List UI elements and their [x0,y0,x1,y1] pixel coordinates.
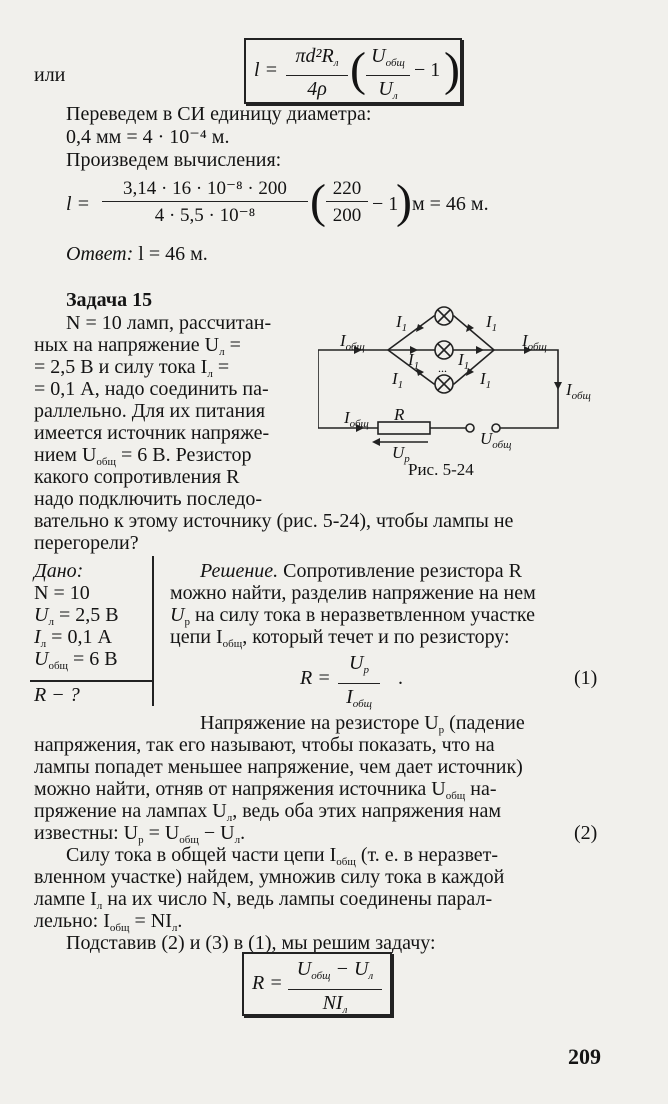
inner-den-sub: л [392,90,398,102]
p1-line-3: лампы попадет меньшее напряжение, чем дает источник) [34,756,523,778]
inner-num: U [371,45,386,67]
solution-formula [300,650,410,710]
left-paren: ( [350,43,366,96]
eq-number-1: (1) [574,667,598,689]
formula-num-sub: л [333,57,339,69]
sol-num-sub: р [363,664,369,676]
calc-result: м = 46 м. [412,193,489,215]
given-item-2: $U_л = 2,5$ В [34,604,119,628]
given-title: Дано: [34,560,84,582]
given-item-3: $I_л = 0,1$ А [34,626,112,650]
fig-label-Iobsch-left: $I_{общ}$ [340,331,365,353]
task-line-11: перегорели? [34,532,139,554]
p1-line-2: напряжения, так его называют, чтобы показать, что на [34,734,495,756]
p2-line-2: вленном участке) найдем, умножив силу тока в каждой [34,866,505,888]
task-line-8: какого сопротивления R [34,466,240,488]
calculation-formula [66,174,489,236]
p1-line-1: Напряжение на резисторе $U_р$ (падение [200,712,525,736]
p1-line-4: можно найти, отняв от напряжения источника $U_{общ}$ на- [34,778,497,802]
task-title: Задача 15 [66,289,153,311]
figure-caption: Рис. 5-24 [408,460,474,479]
si-line-3: Произведем вычисления: [66,149,282,171]
solution-line-3: $U_р$ на силу тока в неразветвленном участке [170,604,535,628]
formula-length-box [244,38,462,104]
fig-label-R: R [394,405,405,424]
final-num-b-sub: л [368,970,374,982]
p1-line-5: пряжение на лампах $U_л$, ведь оба этих напряжения нам [34,800,502,824]
calc-inner-den: 200 [332,205,362,226]
given-item-4: $U_{общ} = 6$ В [34,648,118,672]
final-lhs: R = [252,972,283,994]
formula-main-fraction [286,44,348,102]
fig-label-Iobsch-bottom: $I_{общ}$ [344,408,369,430]
fig-label-Iobsch-right: $I_{общ}$ [522,331,547,353]
formula-inner-fraction [366,44,410,109]
final-num-a: U [296,958,312,980]
fig-label-I1-e: $I_1$ [392,369,404,391]
fig-label-I1-c: $I_1$ [408,350,420,372]
formula-den: 4ρ [307,78,327,100]
calc-inner-num: 220 [326,176,368,202]
fig-label-Uobsch: $U_{общ}$ [480,429,512,451]
fig-label-Up: $U_р$ [392,443,410,465]
p3-line: Подставив (2) и (3) в (1), мы решим задачу: [66,932,436,954]
calc-left-paren: ( [310,175,326,228]
calc-tail: − 1 [372,193,399,215]
fig-label-I1-a: $I_1$ [396,312,408,334]
circuit-diagram [318,298,584,482]
answer-label: Ответ: [66,243,134,265]
arrow-branch5-icon [466,324,474,332]
final-num-a-sub: общ [311,970,331,982]
lamp-top-icon [435,307,453,325]
solution-line-4: цепи $I_{общ}$, который течет и по резистору: [170,626,510,650]
answer-value: l = 46 м. [138,243,208,265]
given-find: R − ? [34,684,80,706]
final-formula-box [242,952,392,1016]
calc-lhs: l = [66,193,91,215]
sol-num: U [349,652,364,674]
sol-dot: . [398,667,403,689]
calc-den: 4 · 5,5 · 10⁻⁸ [154,205,256,226]
si-line-2: 0,4 мм = 4 · 10⁻⁴ м. [66,126,230,148]
arrow-branch3-icon [476,346,484,354]
p2-line-4: лельно: $I_{общ} = NI_л$. [34,910,183,934]
given-item-1: N = 10 [34,582,90,604]
task-line-6: имеется источник напряже- [34,422,270,444]
formula-lhs: l = [254,59,279,81]
solution-line-2: можно найти, разделив напряжение на нем [170,582,536,604]
up-arrow-head-icon [372,438,380,446]
p2-line-1: Силу тока в общей части цепи $I_{общ}$ (т. е. в неразвет- [66,844,499,868]
answer-line [66,243,208,265]
task-line-3: = 2,5 В и силу тока $I_л$ = [34,356,230,380]
task-line-10: вательно к этому источнику (рис. 5-24), чтобы лампы не [34,510,514,532]
fig-label-Iobsch-side: $I_{общ}$ [566,380,591,402]
fig-label-I1-d: $I_1$ [458,350,470,372]
eq-number-2: (2) [574,822,598,844]
final-den-sub: л [342,1004,348,1016]
wire-right [494,350,558,428]
si-line-1: Переведем в СИ единицу диаметра: [66,103,372,125]
final-den: NI [322,992,343,1014]
solution-line-1: Решение. Сопротивление резистора R [200,560,522,582]
sol-lhs: R = [300,667,331,689]
lamp-bottom-icon [435,375,453,393]
formula-minus-one: − 1 [414,59,441,81]
p2-line-3: лампе $I_л$ на их число N, ведь лампы соединены парал- [34,888,493,912]
task-line-2: ных на напряжение $U_л$ = [34,334,241,358]
task-line-5: раллельно. Для их питания [34,400,266,422]
arrow-right-down-icon [554,382,562,390]
terminal-left [466,424,474,432]
lamp-middle-icon [435,341,453,359]
or-word: или [34,64,66,86]
inner-den: U [378,78,393,100]
fig-label-I1-f: $I_1$ [480,369,492,391]
formula-num: πd²R [295,45,334,67]
task-line-9: надо подключить последо- [34,488,263,510]
given-block [30,556,154,706]
task-line-7: нием $U_{общ} = 6$ В. Резистор [34,444,252,468]
calc-right-paren: ) [396,175,412,228]
task-line-4: = 0,1 А, надо соединить па- [34,378,269,400]
lamps-ellipsis: ... [438,361,447,375]
right-paren: ) [444,43,460,96]
inner-num-sub: общ [385,57,405,69]
fig-label-I1-b: $I_1$ [486,312,498,334]
page-number: 209 [568,1044,601,1069]
final-num-mid: − U [330,958,369,980]
sol-den-sub: общ [352,698,372,710]
given-divider [30,680,152,682]
calc-num: 3,14 · 16 · 10⁻⁸ · 200 [102,176,308,202]
sol-den: I [346,686,353,708]
task-line-1: N = 10 ламп, рассчитан- [66,312,272,334]
p1-line-6: известны: $U_р = U_{общ} - U_л$. [34,822,246,846]
